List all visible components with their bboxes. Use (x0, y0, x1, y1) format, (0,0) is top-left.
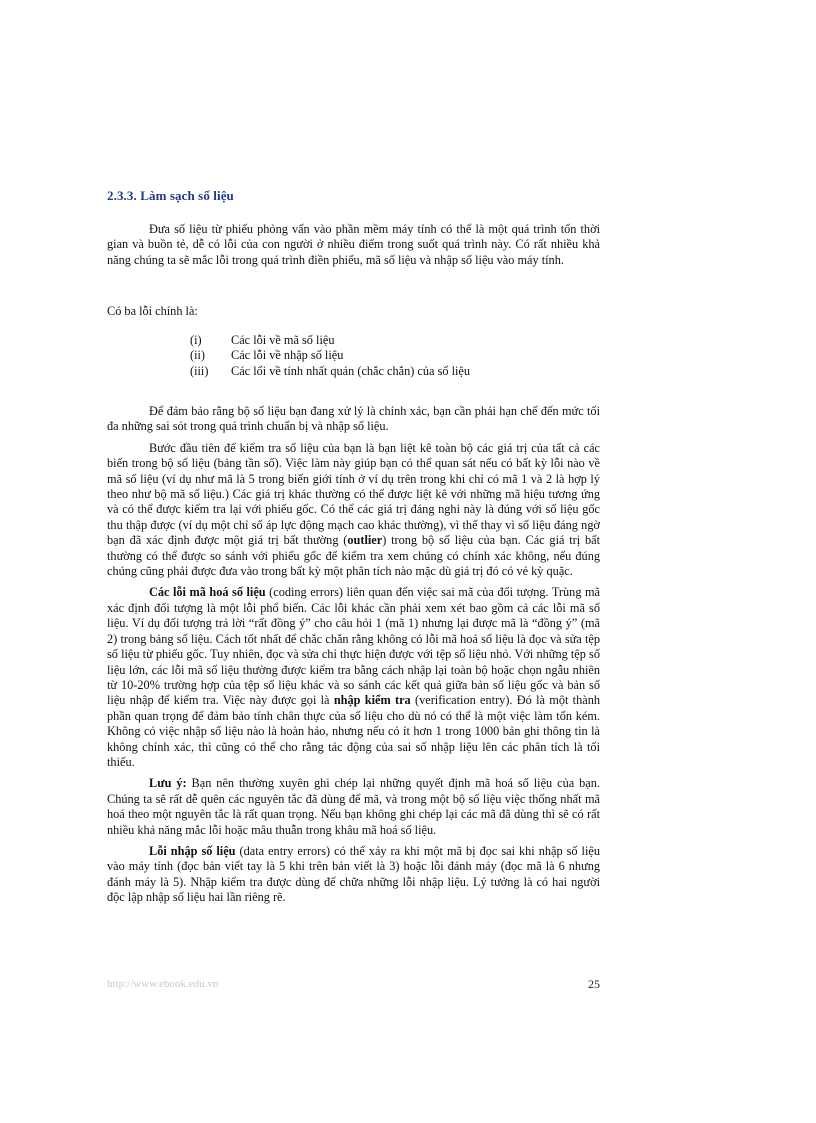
list-item-text: Các lối về tính nhất quán (chắc chắn) của số liệu (231, 363, 471, 378)
list-item-number: (iii) (190, 363, 209, 378)
coding-errors-text-a: (coding errors) liên quan đến việc sai mã của đối tượng. Trùng mã xác định đối tượng là một lỗi phổ biến. Các lỗi khác cần phải xem xét bao gồm cả các lỗi mã số liệu. Ví dụ đối tượng trả lời “rất đồng ý” cho câu hỏi 1 (mã 1) nhưng lại được mã là “đồng ý” (mã 2) trong bảng số liệu. Cách tốt nhất để chắc chắn rằng không có lỗi mã hoá số liệu là đọc và sửa tệp số liệu từ phiếu gốc. Tuy nhiên, đọc và sửa chỉ thực hiện được với tệp số liệu nhỏ. Với những tệp số liệu lớn, các lỗi mã số liệu thường được kiểm tra bằng cách nhập lại toàn bộ hoặc chọn ngẫu nhiên từ 10-20% trường hợp của tệp số liệu khác và so sánh các kết quả giữa bản số liệu gốc và bản số liệu nhập để kiểm tra. Việc này được gọi là (107, 585, 601, 708)
intro-block (107, 222, 600, 268)
first-step-text-b: ) trong bộ số liệu của bạn. Các giá trị bất thường có thể được so sánh với phiếu gốc để kiểm tra xem chúng có chính xác không, nếu đúng chúng cũng phải được đưa vào trong bất kỳ một phân tích nào mặc dù giá trị đó có vẻ kỳ quặc. (107, 533, 601, 579)
coding-errors-term: Các lỗi mã hoá số liệu (149, 585, 266, 600)
list-item-text: Các lỗi về nhập số liệu (231, 348, 344, 363)
paragraph-note (107, 776, 600, 838)
list-item-number: (i) (190, 333, 202, 347)
main-body-block (107, 404, 600, 906)
paragraph-accuracy: Để đảm bảo rằng bộ số liệu bạn đang xử lý là chính xác, bạn cần phải hạn chế đến mức tối đa những sai sót trong quá trình chuẩn bị và nhập số liệu. (107, 404, 600, 434)
page-number: 25 (588, 977, 600, 991)
list-item (190, 364, 470, 379)
outlier-term: outlier (347, 533, 383, 548)
coding-errors-text-b: (verification entry). Đó là một thành phần quan trọng để đảm bảo tính chân thực của số liệu cho dù nó có thể là một việc làm tốn kém. Không có việc nhập số liệu nào là hoàn hảo, nhưng nếu có ít hơn 1 trong 1000 bản ghi thông tin là không chính xác, thì cũng có thể cho rằng tác động của sai số nhập liệu lên các phân tích là tối thiểu. (107, 693, 600, 769)
errors-lead-block (107, 304, 600, 319)
footer-url: http://www.ebook.edu.vn (107, 978, 219, 990)
errors-list (190, 333, 470, 379)
paragraph-errors-lead: Có ba lỗi chính là: (107, 304, 198, 318)
paragraph-data-entry-errors (107, 844, 600, 906)
verification-entry-term: nhập kiểm tra (333, 693, 411, 708)
section-heading: 2.3.3. Làm sạch số liệu (107, 188, 234, 203)
paragraph-first-step (107, 441, 600, 580)
note-label: Lưu ý: (149, 776, 187, 791)
data-entry-errors-text: (data entry errors) có thể xảy ra khi một mã bị đọc sai khi nhập số liệu vào máy tính (đọc bản viết tay là 5 khi trên bản viết là 3) hoặc lỗi đánh máy (đọc mã là 6 nhưng đánh máy là 5). Nhập kiểm tra được dùng để chữa những lỗi nhập liệu. Lý tưởng là có hai người độc lập nhập số liệu hai lần riêng rẽ. (107, 843, 600, 905)
data-entry-errors-term: Lỗi nhập số liệu (149, 843, 236, 858)
list-item (190, 348, 470, 363)
first-step-text-a: Bước đầu tiên để kiểm tra số liệu của bạn là bạn liệt kê toàn bộ các giá trị của tất cả các biến trong bộ số liệu (bảng tần số). Việc làm này giúp bạn có thể quan sát nếu có bất kỳ lỗi nào về mã số liệu (ví dụ như mã là 5 trong biến giới tính ở ví dụ trên trong khi chỉ có mã 1 và 2 là hợp lý theo như bộ mã số liệu.) Các giá trị khác thường có thể được liệt kê với những mã hiệu tương ứng và có thể được kiểm tra lại với phiếu gốc. Có thể các giá trị đáng nghi này là đúng với số liệu gốc thu thập được (ví dụ một chỉ số áp lực động mạch cao khác thường), vì thế thay vì số liệu đáng ngờ bạn đã xác định được một giá trị bất thường ( (107, 440, 600, 548)
paragraph-coding-errors (107, 585, 600, 770)
note-text: Bạn nên thường xuyên ghi chép lại những quyết định mã hoá số liệu của bạn. Chúng ta sẽ rất dễ quên các nguyên tắc đã dùng để mã, và trong một bộ số liệu việc thống nhất mã hoá theo một nguyên tắc là rất quan trọng. Nếu bạn không ghi chép lại các mã đã dùng thì sẽ có rất nhiều khả năng mắc lỗi hoặc mâu thuẫn trong khâu mã hoá số liệu. (107, 776, 600, 837)
list-item (190, 333, 470, 348)
list-item-text: Các lỗi về mã số liệu (231, 333, 335, 347)
paragraph-intro: Đưa số liệu từ phiếu phỏng vấn vào phần mềm máy tính có thể là một quá trình tốn thời gian và buồn tẻ, dễ có lỗi của con người ở nhiều điểm trong suốt quá trình này. Có rất nhiều khả năng chúng ta sẽ mắc lỗi trong quá trình điền phiếu, mã số liệu và nhập số liệu vào máy tính. (107, 222, 600, 267)
list-item-number: (ii) (190, 348, 206, 363)
